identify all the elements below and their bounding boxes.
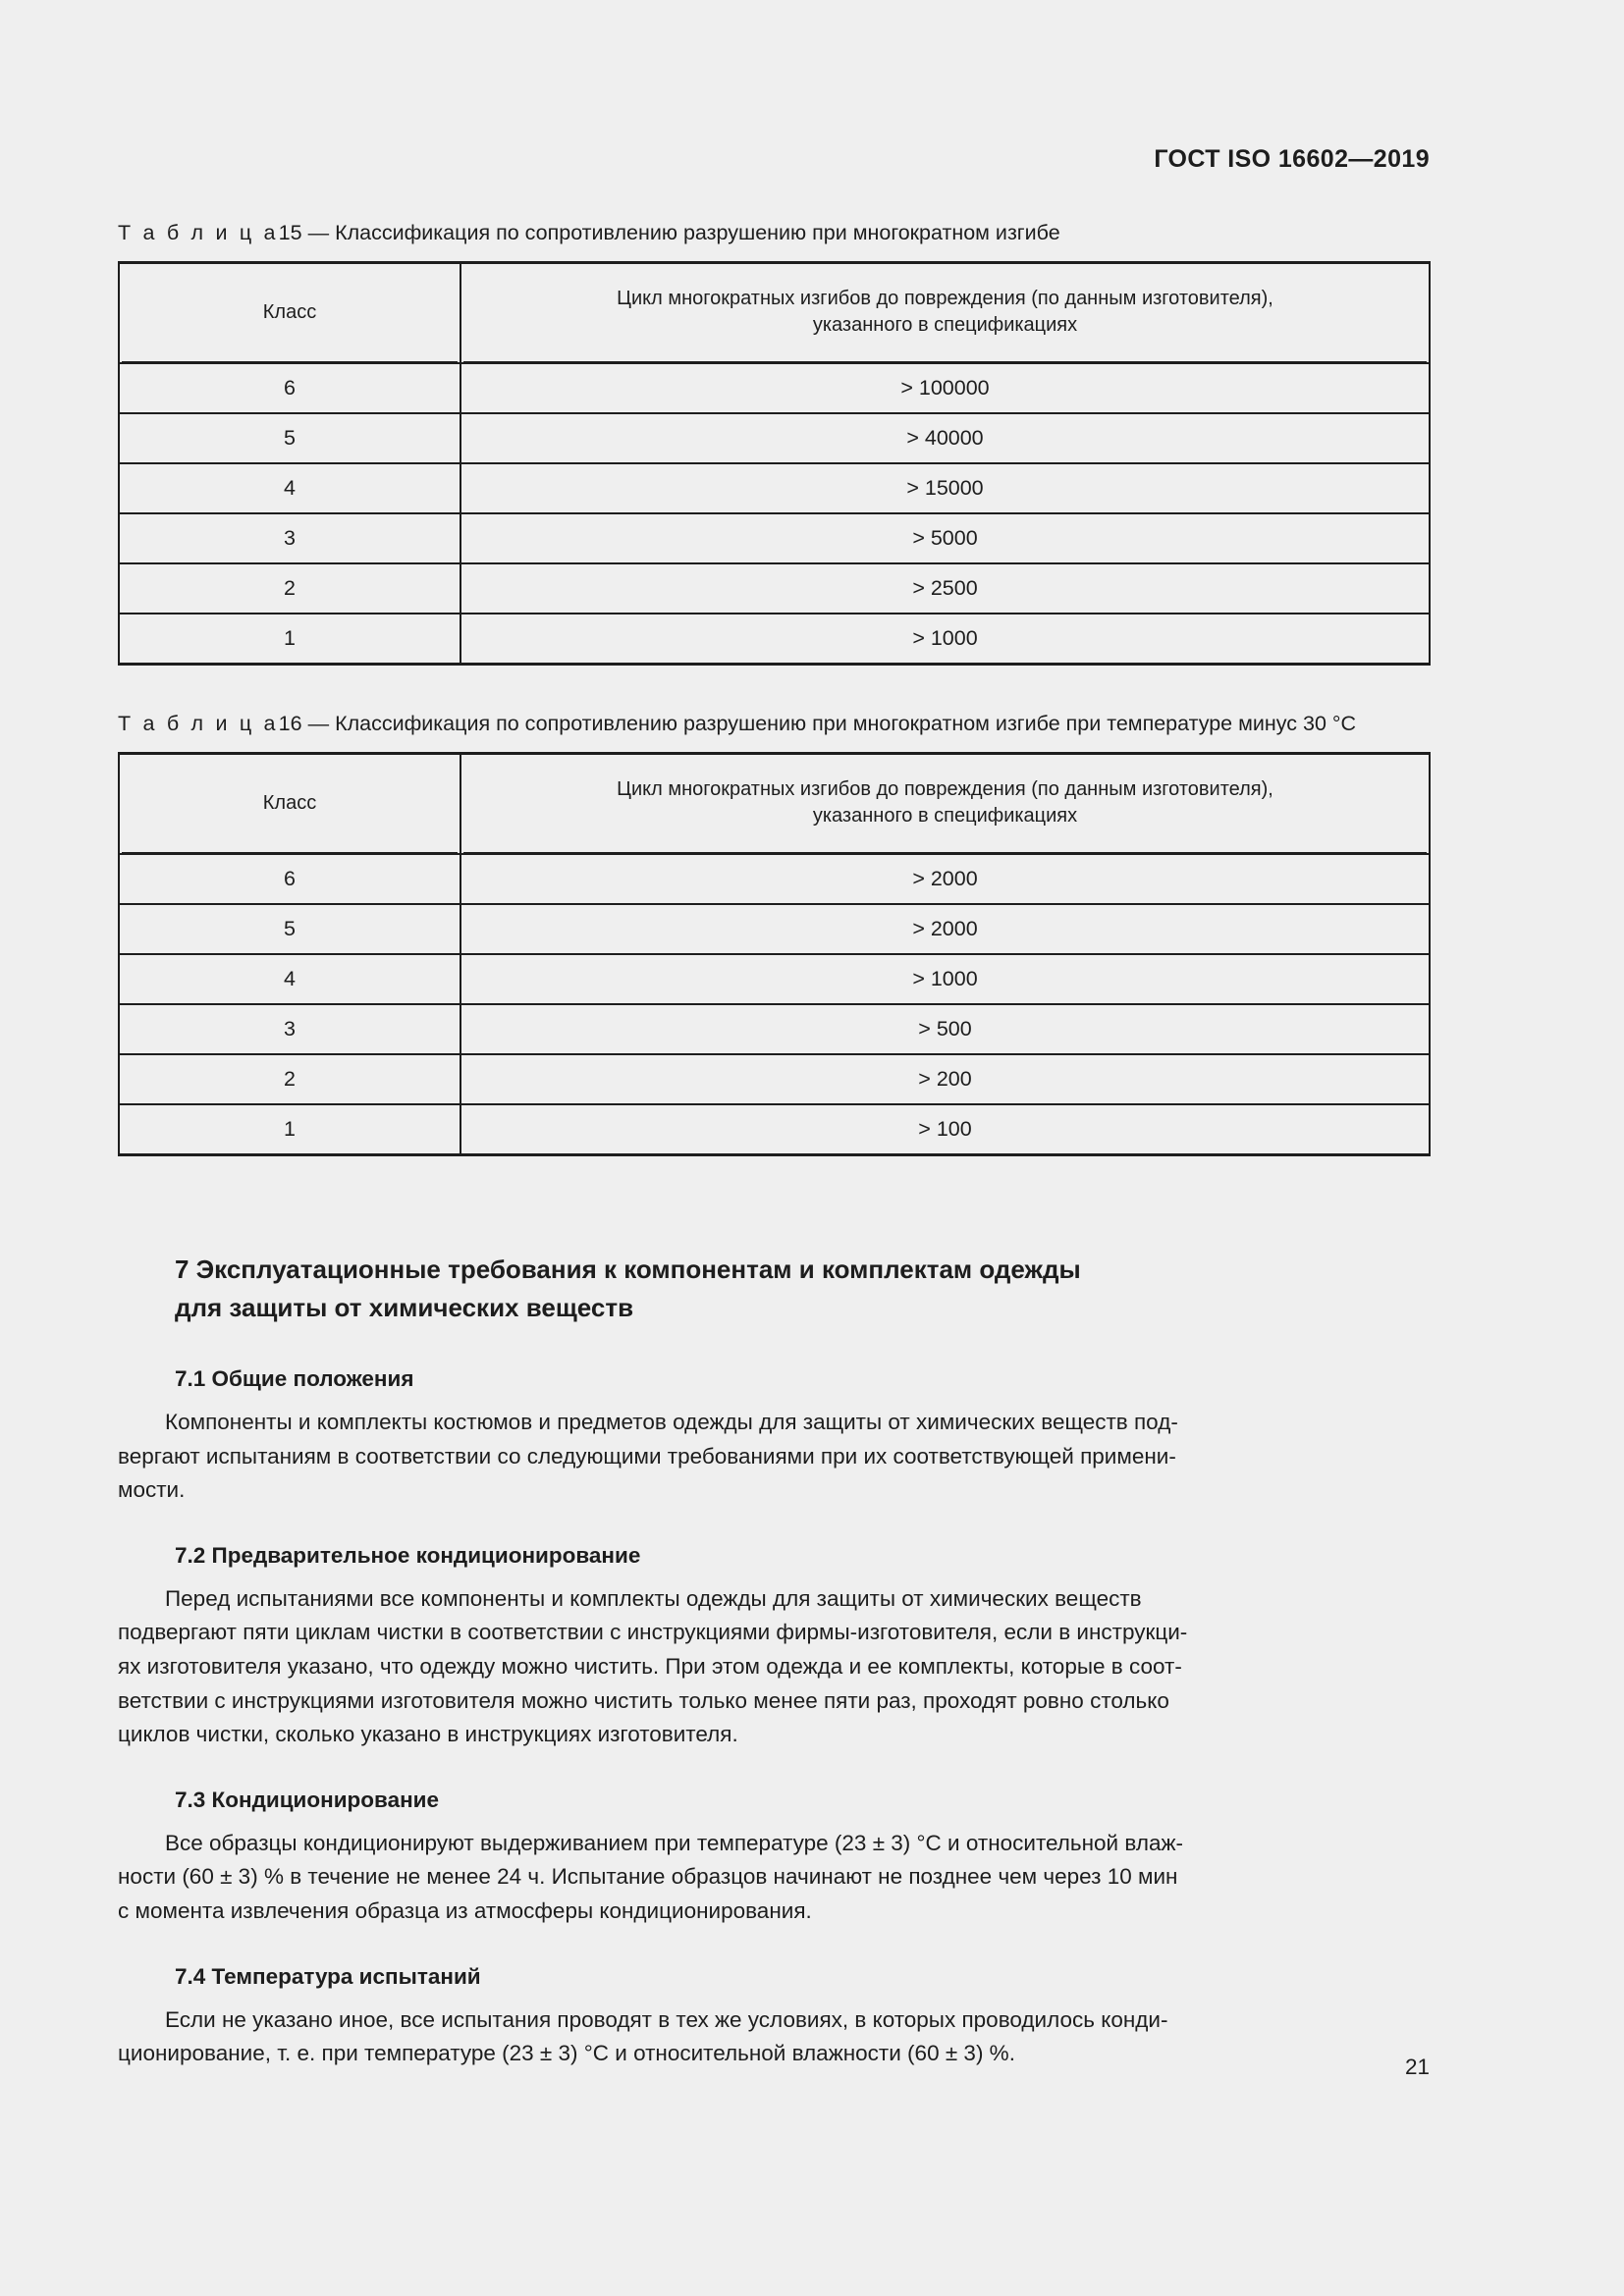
table-15-caption [118,218,1429,248]
table-row [119,904,1430,954]
section-7-title [175,1251,1333,1327]
table-15-cell-class: 1 [119,614,460,665]
table-row [119,854,1430,904]
table-16-cell-class: 3 [119,1004,460,1054]
table-15-caption-number: 15 [278,221,302,244]
paragraph-line: ветствии с инструкциями изготовителя можно чистить только менее пяти раз, проходят ровно столько [118,1687,1169,1713]
table-15-cell-cycles: > 5000 [460,513,1430,563]
table-16-cell-cycles: > 2000 [460,854,1430,904]
page-content [118,218,1429,2071]
table-15-cell-cycles: > 40000 [460,413,1430,463]
table-16-cell-class: 2 [119,1054,460,1104]
table-15-col-header-cycles-line2: указанного в спецификациях [812,314,1078,336]
subsection-7-1-title: 7.1 Общие положения [175,1366,414,1391]
table-row [119,954,1430,1004]
subsection-7-3-paragraph [118,1827,1429,1929]
subsection-7-2-title: 7.2 Предварительное кондиционирование [175,1542,641,1568]
subsection-7-1-paragraph [118,1406,1429,1508]
table-row [119,413,1430,463]
table-15-block [118,218,1429,666]
table-16-col-header-cycles [460,754,1430,855]
table-16-cell-class: 6 [119,854,460,904]
table-15-cell-class: 5 [119,413,460,463]
table-16-cell-class: 5 [119,904,460,954]
paragraph-line: ях изготовителя указано, что одежду можно чистить. При этом одежда и ее комплекты, которые в соот- [118,1653,1182,1679]
table-16-caption-number: 16 [278,712,302,735]
section-7-title-line1: 7 Эксплуатационные требования к компонентам и комплектам одежды [175,1255,1081,1284]
table-16-col-header-cycles-line2: указанного в спецификациях [812,805,1078,827]
table-16-caption-dash: — [307,712,330,735]
table-16-cell-cycles: > 100 [460,1104,1430,1155]
table-16-cell-cycles: > 500 [460,1004,1430,1054]
subsection-7-2-paragraph [118,1582,1429,1752]
table-16-caption-text: Классификация по сопротивлению разрушению при многократном изгибе при температуре минус 30 °C [335,712,1357,735]
table-16-caption [118,709,1429,739]
paragraph-line: ности (60 ± 3) % в течение не менее 24 ч. Испытание образцов начинают не позднее чем через 10 мин [118,1864,1178,1890]
table-row [119,1004,1430,1054]
section-7-title-line2: для защиты от химических веществ [175,1293,634,1322]
table-16-header-row [119,754,1430,855]
table-16 [118,752,1431,1156]
paragraph-line: с момента извлечения образца из атмосферы кондиционирования. [118,1897,812,1923]
table-15-cell-cycles: > 2500 [460,563,1430,614]
table-15-cell-cycles: > 15000 [460,463,1430,513]
table-row [119,614,1430,665]
table-16-cell-cycles: > 200 [460,1054,1430,1104]
running-header-standard-title: ГОСТ ISO 16602—2019 [1154,145,1430,173]
table-15-header-row [119,263,1430,364]
subsection-7-4-paragraph [118,2003,1429,2071]
table-16-block [118,709,1429,1156]
paragraph-line: вергают испытаниям в соответствии со следующими требованиями при их соответствующей примени- [118,1443,1176,1468]
paragraph-line: Если не указано иное, все испытания проводят в тех же условиях, в которых проводилось конди- [165,2006,1168,2032]
table-15-col-header-cycles-line1: Цикл многократных изгибов до повреждения (по данным изготовителя), [617,288,1273,309]
table-row [119,563,1430,614]
table-15-cell-class: 4 [119,463,460,513]
paragraph-line: Все образцы кондиционируют выдерживанием при температуре (23 ± 3) °C и относительной влаж- [165,1830,1183,1855]
table-15-col-header-cycles [460,263,1430,364]
table-16-cell-class: 1 [119,1104,460,1155]
table-16-col-header-cycles-line1: Цикл многократных изгибов до повреждения (по данным изготовителя), [617,778,1273,800]
table-row [119,363,1430,413]
subsection-7-3-title: 7.3 Кондиционирование [175,1787,440,1812]
paragraph-line: циклов чистки, сколько указано в инструкциях изготовителя. [118,1722,738,1747]
subsection-7-4-title: 7.4 Температура испытаний [175,1963,481,1989]
table-15-cell-class: 3 [119,513,460,563]
paragraph-line: ционирование, т. е. при температуре (23 ± 3) °C и относительной влажности (60 ± 3) %. [118,2041,1015,2066]
table-16-col-header-class: Класс [119,754,460,855]
table-16-cell-cycles: > 1000 [460,954,1430,1004]
table-15-caption-dash: — [307,221,330,244]
paragraph-line: подвергают пяти циклам чистки в соответствии с инструкциями фирмы-изготовителя, если в инструкци- [118,1620,1188,1645]
page-number: 21 [1404,2055,1430,2079]
table-16-cell-class: 4 [119,954,460,1004]
table-15-cell-cycles: > 100000 [460,363,1430,413]
table-row [119,1104,1430,1155]
table-15-col-header-class: Класс [119,263,460,364]
table-16-caption-label: Т а б л и ц а [118,712,279,735]
table-row [119,513,1430,563]
table-row [119,1054,1430,1104]
paragraph-line: Перед испытаниями все компоненты и комплекты одежды для защиты от химических веществ [165,1585,1142,1611]
table-15-cell-class: 2 [119,563,460,614]
paragraph-line: мости. [118,1477,186,1503]
table-16-cell-cycles: > 2000 [460,904,1430,954]
table-15-caption-text: Классификация по сопротивлению разрушению при многократном изгибе [335,221,1060,244]
table-15-caption-label: Т а б л и ц а [118,221,279,244]
table-15-cell-cycles: > 1000 [460,614,1430,665]
table-row [119,463,1430,513]
table-15-cell-class: 6 [119,363,460,413]
paragraph-line: Компоненты и комплекты костюмов и предметов одежды для защиты от химических веществ под- [165,1410,1178,1434]
table-15 [118,261,1431,666]
